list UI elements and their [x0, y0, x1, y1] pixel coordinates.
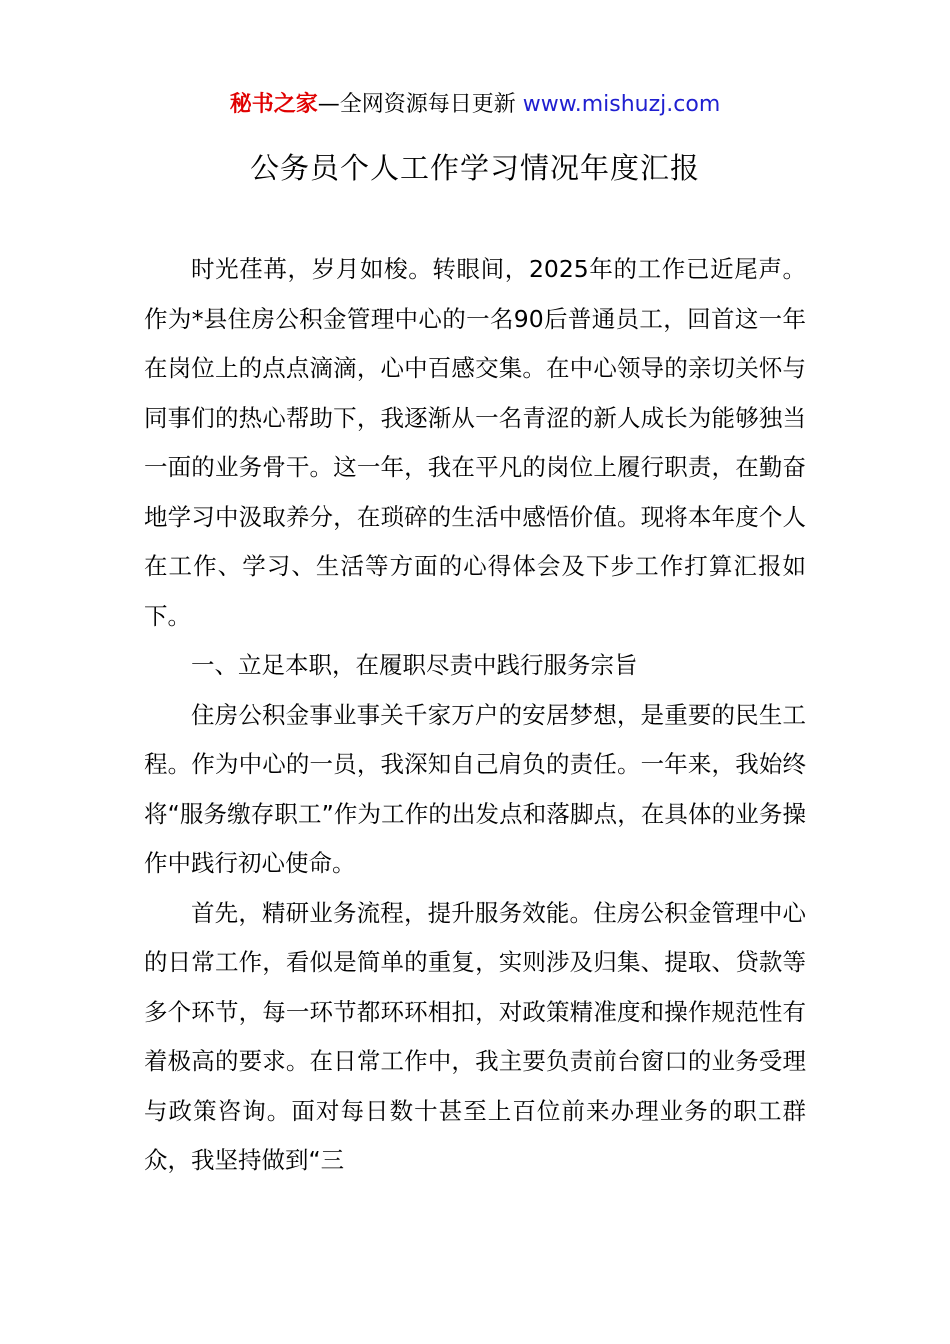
document-title: 公务员个人工作学习情况年度汇报 — [249, 151, 700, 185]
section-heading-1: 一、立足本职，在履职尽责中践行服务宗旨 — [191, 651, 638, 679]
site-header — [0, 90, 950, 120]
paragraph-section-1-first: 首先，精研业务流程，提升服务效能。住房公积金管理中心的日常工作，看似是简单的重复，实则涉及归集、提取、贷款等多个环节，每一环节都环环相扣，对政策精准度和操作规范性有着极高的要求。在日常工作中，我主要负责前台窗口的业务受理与政策咨询。面对每日数十甚至上百位前来办理业务的职工群众，我坚持做到“三 — [144, 898, 806, 1174]
site-tagline: —全网资源每日更新 — [317, 92, 523, 117]
site-url-link[interactable]: www.mishuzj.com — [522, 92, 721, 117]
paragraph-section-1: 住房公积金事业事关千家万户的安居梦想，是重要的民生工程。作为中心的一员，我深知自己肩负的责任。一年来，我始终将“服务缴存职工”作为工作的出发点和落脚点，在具体的业务操作中践行初心使命。 — [144, 700, 806, 877]
site-brand: 秘书之家 — [229, 92, 318, 117]
paragraph-intro: 时光荏苒，岁月如梭。转眼间，2025年的工作已近尾声。作为*县住房公积金管理中心的一名90后普通员工，回首这一年在岗位上的点点滴滴，心中百感交集。在中心领导的亲切关怀与同事们的热心帮助下，我逐渐从一名青涩的新人成长为能够独当一面的业务骨干。这一年，我在平凡的岗位上履行职责，在勤奋地学习中汲取养分，在琐碎的生活中感悟价值。现将本年度个人在工作、学习、生活等方面的心得体会及下步工作打算汇报如下。 — [144, 255, 806, 630]
document-body — [144, 245, 806, 1186]
